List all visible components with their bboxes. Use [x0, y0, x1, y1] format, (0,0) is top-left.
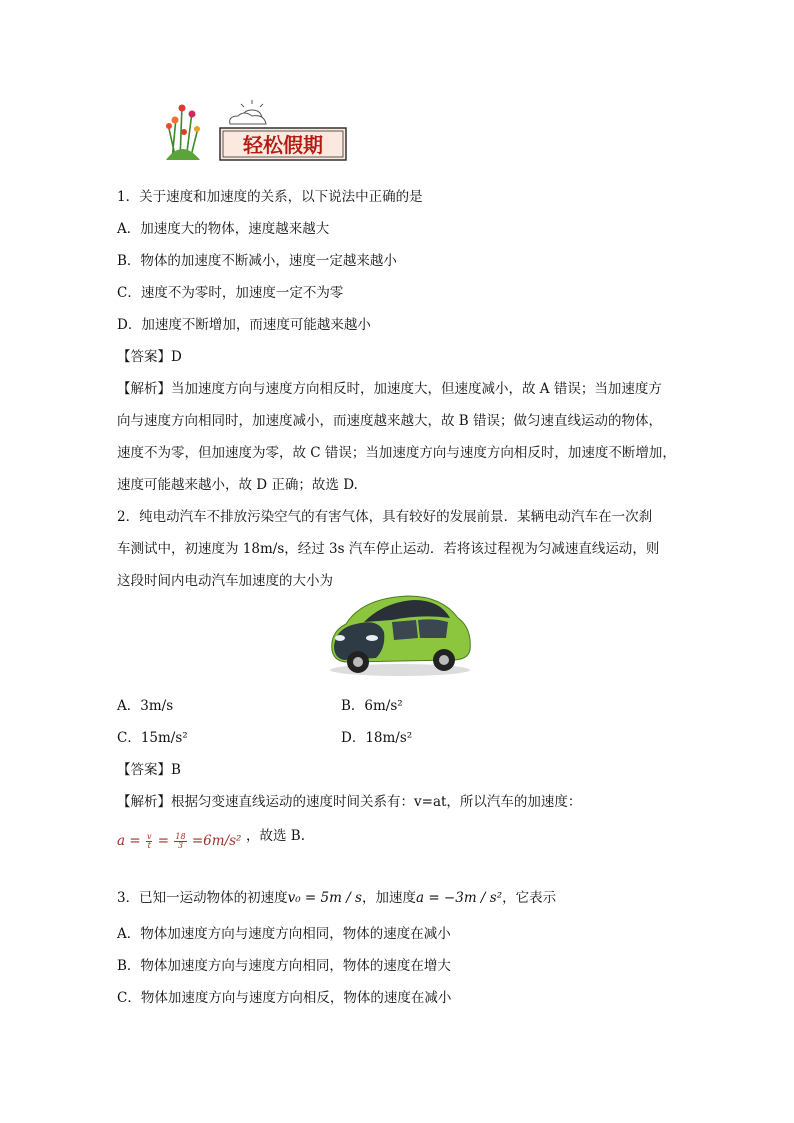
q1-option-a: A．加速度大的物体，速度越来越大: [117, 221, 330, 237]
frac1-numerator: v: [146, 832, 152, 841]
q3-stem-suffix: ，它表示: [502, 890, 557, 906]
q2-option-d: D．18m/s²: [341, 730, 413, 746]
q2-option-b: B．6m/s²: [341, 698, 403, 714]
formula-equals: =: [157, 833, 170, 849]
q2-stem-line-3: 这段时间内电动汽车加速度的大小为: [117, 573, 333, 589]
frac2-denominator: 3: [177, 841, 184, 850]
q3-option-b: B．物体加速度方向与速度方向相同，物体的速度在增大: [117, 958, 451, 974]
q2-option-c: C．15m/s²: [117, 730, 188, 746]
q1-option-d: D．加速度不断增加，而速度可能越来越小: [117, 317, 371, 333]
q1-analysis-line-1: 【解析】当加速度方向与速度方向相反时，加速度大，但速度减小，故 A 错误；当加速度方: [117, 381, 662, 397]
q3-stem-prefix: 3．已知一运动物体的初速度: [117, 890, 288, 906]
q1-option-c: C．速度不为零时，加速度一定不为零: [117, 285, 344, 301]
electric-car-image: [322, 588, 474, 678]
frac1-denominator: t: [147, 841, 151, 850]
holiday-logo: [162, 98, 352, 164]
fraction-v-over-t: [146, 833, 153, 850]
q3-stem-mid: ，加速度: [361, 890, 416, 906]
q2-formula: [117, 833, 241, 850]
q3-a-expr: a = −3m / s²: [415, 890, 503, 906]
q1-answer: 【答案】D: [117, 349, 182, 365]
q1-analysis-line-4: 速度可能越来越小，故 D 正确；故选 D.: [117, 477, 358, 493]
q3-option-a: A．物体加速度方向与速度方向相同，物体的速度在减小: [117, 926, 451, 942]
frac2-numerator: 18: [175, 832, 186, 841]
q2-option-a: A．3m/s: [117, 698, 174, 714]
q1-analysis-line-2: 向与速度方向相同时，加速度减小，而速度越来越大，故 B 错误；做匀速直线运动的物体，: [117, 413, 663, 429]
flower-bouquet-icon: [166, 105, 200, 161]
q1-analysis-line-3: 速度不为零，但加速度为零，故 C 错误；当加速度方向与速度方向相反时，加速度不断增加，: [117, 445, 676, 461]
q1-option-b: B．物体的加速度不断减小，速度一定越来越小: [117, 253, 397, 269]
q2-stem-line-2: 车测试中，初速度为 18m/s，经过 3s 汽车停止运动．若将该过程视为匀减速直线运动，则: [117, 541, 660, 557]
formula-left: a =: [117, 833, 141, 849]
q2-stem-line-1: 2．纯电动汽车不排放污染空气的有害气体，具有较好的发展前景．某辆电动汽车在一次刹: [117, 509, 653, 525]
q3-v0-expr: v₀ = 5m / s: [287, 890, 362, 906]
q2-answer: 【答案】B: [117, 762, 181, 778]
q2-analysis: 【解析】根据匀变速直线运动的速度时间关系有：v=at，所以汽车的加速度：: [117, 794, 582, 810]
q1-stem: 1．关于速度和加速度的关系，以下说法中正确的是: [117, 189, 423, 205]
fraction-18-over-3: [174, 833, 186, 850]
sun-cloud-icon: [230, 100, 266, 124]
q3-stem: [117, 889, 556, 907]
q3-option-c: C．物体加速度方向与速度方向相反，物体的速度在减小: [117, 990, 452, 1006]
logo-title: 轻松假期: [243, 133, 323, 157]
formula-right: =6m/s²: [191, 833, 242, 849]
q2-formula-tail: ，故选 B.: [246, 828, 306, 844]
